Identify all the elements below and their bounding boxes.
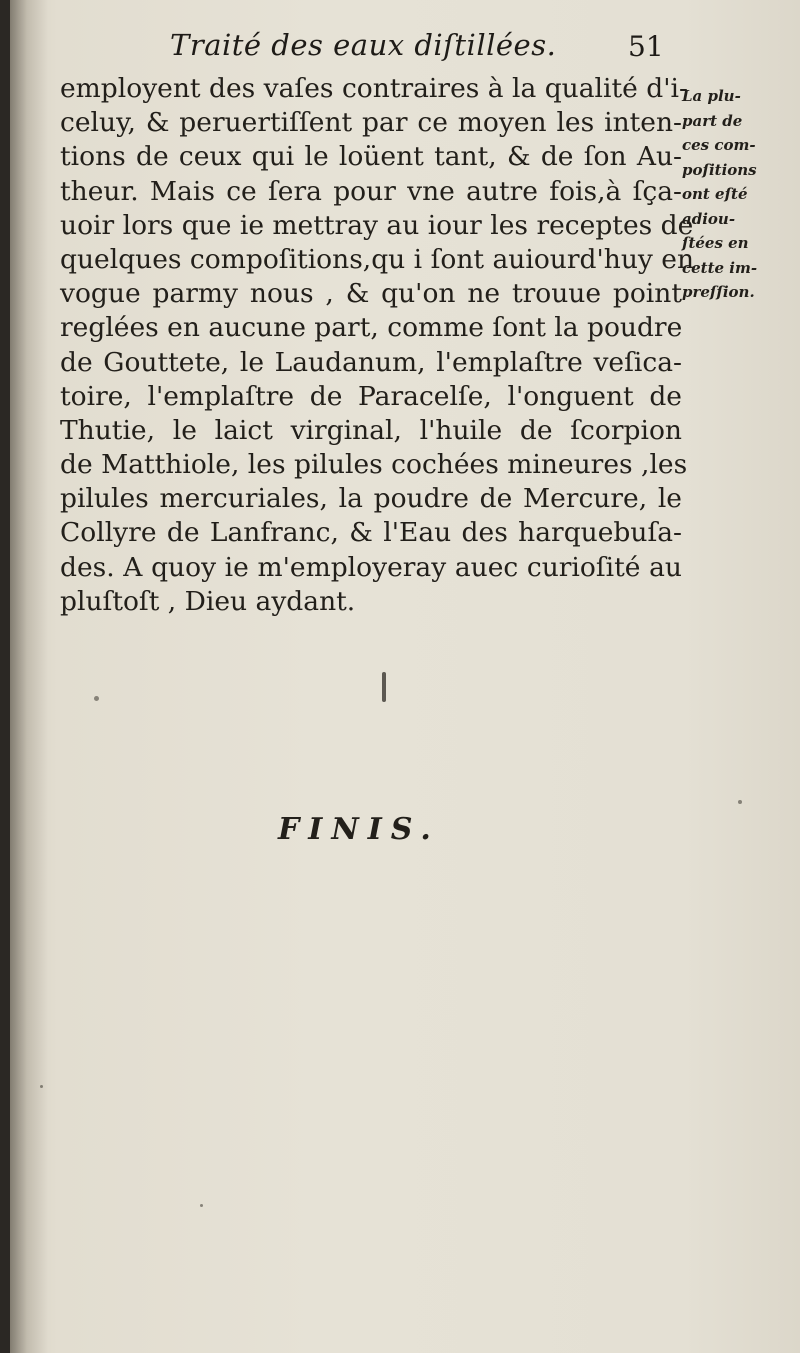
text-line: Thutie, le laict virginal, l'huile de ſcorpion: [60, 414, 682, 446]
margin-note-line: adiou-: [682, 209, 736, 228]
page-number: 51: [628, 30, 664, 63]
margin-note-line: part de: [682, 111, 743, 130]
text-line: toire, l'emplaſtre de Paracelſe, l'onguent de: [60, 380, 682, 412]
page-header: [170, 28, 690, 76]
text-line: uoir lors que ie mettray au iour les receptes de: [60, 209, 694, 241]
margin-note-line: ont eſté: [682, 185, 748, 203]
binding-shadow: [10, 0, 48, 1353]
paper-speck: [40, 1085, 43, 1088]
text-line: pluſtoſt , Dieu aydant.: [60, 585, 356, 617]
margin-note-line: La plu-: [682, 87, 741, 105]
margin-note: [682, 84, 792, 305]
paper-speck: [94, 696, 99, 701]
text-line: vogue parmy nous , & qu'on ne trouue point: [60, 278, 682, 310]
text-line: des. A quoy ie m'employeray auec curioſité au: [60, 551, 682, 583]
margin-note-line: ces com-: [682, 136, 756, 154]
text-line: employent des vaſes contraires à la qualité d'i-: [60, 73, 688, 104]
text-line: celuy, & peruertiſſent par ce moyen les inten-: [60, 107, 682, 139]
text-line: de Gouttete, le Laudanum, l'emplaſtre veſica-: [60, 346, 682, 378]
margin-note-line: ſtées en: [682, 234, 749, 252]
margin-note-line: cette im-: [682, 258, 758, 277]
paper-speck: [200, 1204, 203, 1207]
text-line: de Matthiole, les pilules cochées mineures ,les: [60, 449, 688, 481]
text-line: quelques compoſitions,qu i ſont auiourd'huy en: [60, 243, 695, 275]
text-line: pilules mercuriales, la poudre de Mercure, le: [60, 483, 682, 515]
text-line: theur. Mais ce ſera pour vne autre fois,à ſça-: [60, 175, 682, 207]
margin-note-line: poſitions: [682, 160, 757, 179]
running-title: Traité des eaux diſtillées.: [170, 28, 557, 62]
text-line: reglées en aucune part, comme ſont la poudre: [60, 312, 683, 344]
paper-speck: [382, 672, 386, 702]
margin-note-line: preſſion.: [682, 283, 755, 301]
book-page: [10, 0, 800, 1353]
text-line: tions de ceux qui le loüent tant, & de ſon Au-: [60, 141, 682, 173]
body-text: [60, 72, 695, 619]
finis-text: FINIS.: [278, 812, 440, 847]
text-line: Collyre de Lanfranc, & l'Eau des harquebuſa-: [60, 517, 682, 549]
paper-speck: [738, 800, 742, 804]
